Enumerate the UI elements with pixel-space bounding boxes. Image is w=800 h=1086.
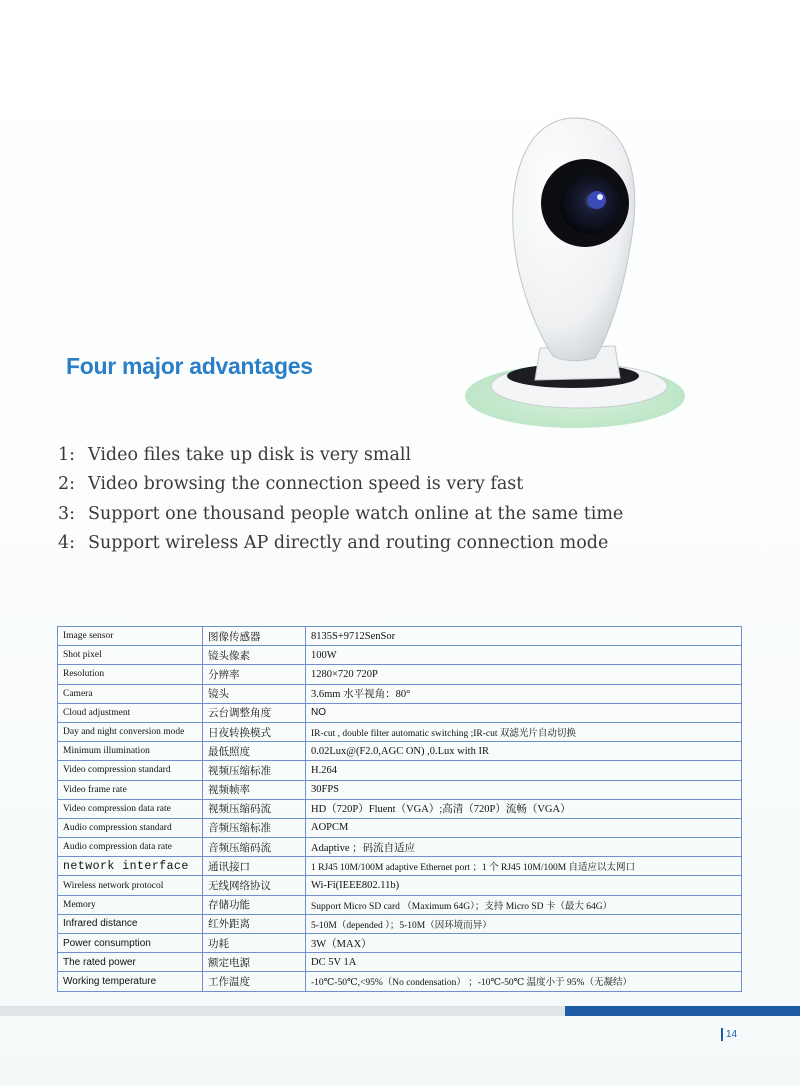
table-row: [58, 742, 742, 761]
spec-label-cn: 存储功能: [203, 895, 306, 914]
spec-value: 1 RJ45 10M/100M adaptive Ethernet port ；1 个 RJ45 10M/100M 自适应以太网口: [306, 857, 742, 876]
advantage-text: Video files take up disk is very small: [88, 445, 412, 465]
advantage-number: 3:: [58, 503, 76, 524]
table-row: [58, 857, 742, 876]
spec-label-en: Resolution: [58, 665, 203, 684]
spec-value: NO: [306, 703, 742, 722]
spec-label-en: Memory: [58, 895, 203, 914]
spec-label-cn: 功耗: [203, 934, 306, 953]
advantage-number: 1:: [58, 445, 76, 465]
table-row: [58, 972, 742, 991]
spec-value: -10℃-50℃,<95%（No condensation） ；-10℃-50℃ 温度小于 95%（无凝结）: [306, 972, 742, 991]
spec-value: 1280×720 720P: [306, 665, 742, 684]
spec-label-cn: 图像传感器: [203, 627, 306, 646]
spec-value: Adaptive ；码流自适应: [306, 838, 742, 857]
spec-label-cn: 视频压缩标准: [203, 761, 306, 780]
spec-label-en: The rated power: [58, 953, 203, 972]
spec-label-cn: 视频压缩码流: [203, 799, 306, 818]
spec-label-en: Wireless network protocol: [58, 876, 203, 895]
table-row: [58, 703, 742, 722]
spec-label-en: Audio compression standard: [58, 818, 203, 837]
specifications-table: [57, 626, 742, 992]
table-row: [58, 761, 742, 780]
advantage-item: [58, 529, 623, 558]
spec-value: DC 5V 1A: [306, 953, 742, 972]
spec-label-cn: 红外距离: [203, 914, 306, 933]
table-row: [58, 876, 742, 895]
advantage-number: 2:: [58, 474, 76, 495]
spec-value: Support Micro SD card （Maximum 64G）；支持 Micro SD 卡（最大 64G）: [306, 895, 742, 914]
spec-label-en: Infrared distance: [58, 914, 203, 933]
spec-label-cn: 最低照度: [203, 742, 306, 761]
table-row: [58, 953, 742, 972]
spec-label-cn: 日夜转换模式: [203, 722, 306, 741]
advantage-text: Video browsing the connection speed is very fast: [88, 474, 524, 495]
spec-label-cn: 音频压缩码流: [203, 838, 306, 857]
footer-band-blue: [565, 1006, 800, 1016]
spec-label-en: network interface: [58, 857, 203, 876]
table-row: [58, 895, 742, 914]
spec-value: 3.6mm 水平视角：80°: [306, 684, 742, 703]
spec-label-en: Video frame rate: [58, 780, 203, 799]
advantage-text: Support one thousand people watch online at the same time: [88, 503, 624, 524]
table-row: [58, 722, 742, 741]
spec-label-cn: 云台调整角度: [203, 703, 306, 722]
advantage-item: [58, 500, 623, 529]
spec-label-en: Day and night conversion mode: [58, 722, 203, 741]
spec-label-cn: 视频帧率: [203, 780, 306, 799]
table-row: [58, 646, 742, 665]
advantage-text: Support wireless AP directly and routing connection mode: [88, 532, 609, 553]
spec-label-cn: 无线网络协议: [203, 876, 306, 895]
spec-label-en: Camera: [58, 684, 203, 703]
spec-value: H.264: [306, 761, 742, 780]
spec-label-en: Shot pixel: [58, 646, 203, 665]
advantage-item: [58, 441, 623, 470]
spec-value: 100W: [306, 646, 742, 665]
advantage-item: [58, 470, 623, 499]
spec-label-en: Power consumption: [58, 934, 203, 953]
page-number: 14: [721, 1028, 737, 1041]
table-row: [58, 684, 742, 703]
spec-label-en: Image sensor: [58, 627, 203, 646]
spec-value: 0.02Lux@(F2.0,AGC ON) ,0.Lux with IR: [306, 742, 742, 761]
table-row: [58, 914, 742, 933]
spec-label-cn: 镜头: [203, 684, 306, 703]
spec-label-en: Video compression standard: [58, 761, 203, 780]
spec-value: AOPCM: [306, 818, 742, 837]
table-row: [58, 818, 742, 837]
spec-value: 30FPS: [306, 780, 742, 799]
table-row: [58, 838, 742, 857]
spec-value: 5-10M（depended ）；5-10M（因环境而异）: [306, 914, 742, 933]
spec-value: IR-cut , double filter automatic switching ;IR-cut 双滤光片自动切换: [306, 722, 742, 741]
table-row: [58, 934, 742, 953]
spec-label-cn: 音频压缩标准: [203, 818, 306, 837]
spec-label-cn: 镜头像素: [203, 646, 306, 665]
spec-label-en: Audio compression data rate: [58, 838, 203, 857]
spec-label-cn: 额定电源: [203, 953, 306, 972]
spec-label-en: Minimum illumination: [58, 742, 203, 761]
footer-band-gray: [0, 1006, 570, 1016]
spec-label-en: Cloud adjustment: [58, 703, 203, 722]
table-row: [58, 799, 742, 818]
advantage-number: 4:: [58, 532, 76, 553]
table-row: [58, 780, 742, 799]
spec-value: Wi-Fi(IEEE802.11b): [306, 876, 742, 895]
advantages-list: [58, 441, 623, 558]
spec-value: HD（720P）Fluent（VGA）;高清（720P）流畅（VGA）: [306, 799, 742, 818]
section-title: Four major advantages: [66, 353, 313, 379]
camera-product-image: [455, 108, 695, 438]
table-row: [58, 627, 742, 646]
spec-value: 3W（MAX）: [306, 934, 742, 953]
table-row: [58, 665, 742, 684]
spec-label-en: Video compression data rate: [58, 799, 203, 818]
spec-label-en: Working temperature: [58, 972, 203, 991]
spec-label-cn: 分辨率: [203, 665, 306, 684]
spec-label-cn: 通讯接口: [203, 857, 306, 876]
spec-value: 8135S+9712SenSor: [306, 627, 742, 646]
spec-label-cn: 工作温度: [203, 972, 306, 991]
